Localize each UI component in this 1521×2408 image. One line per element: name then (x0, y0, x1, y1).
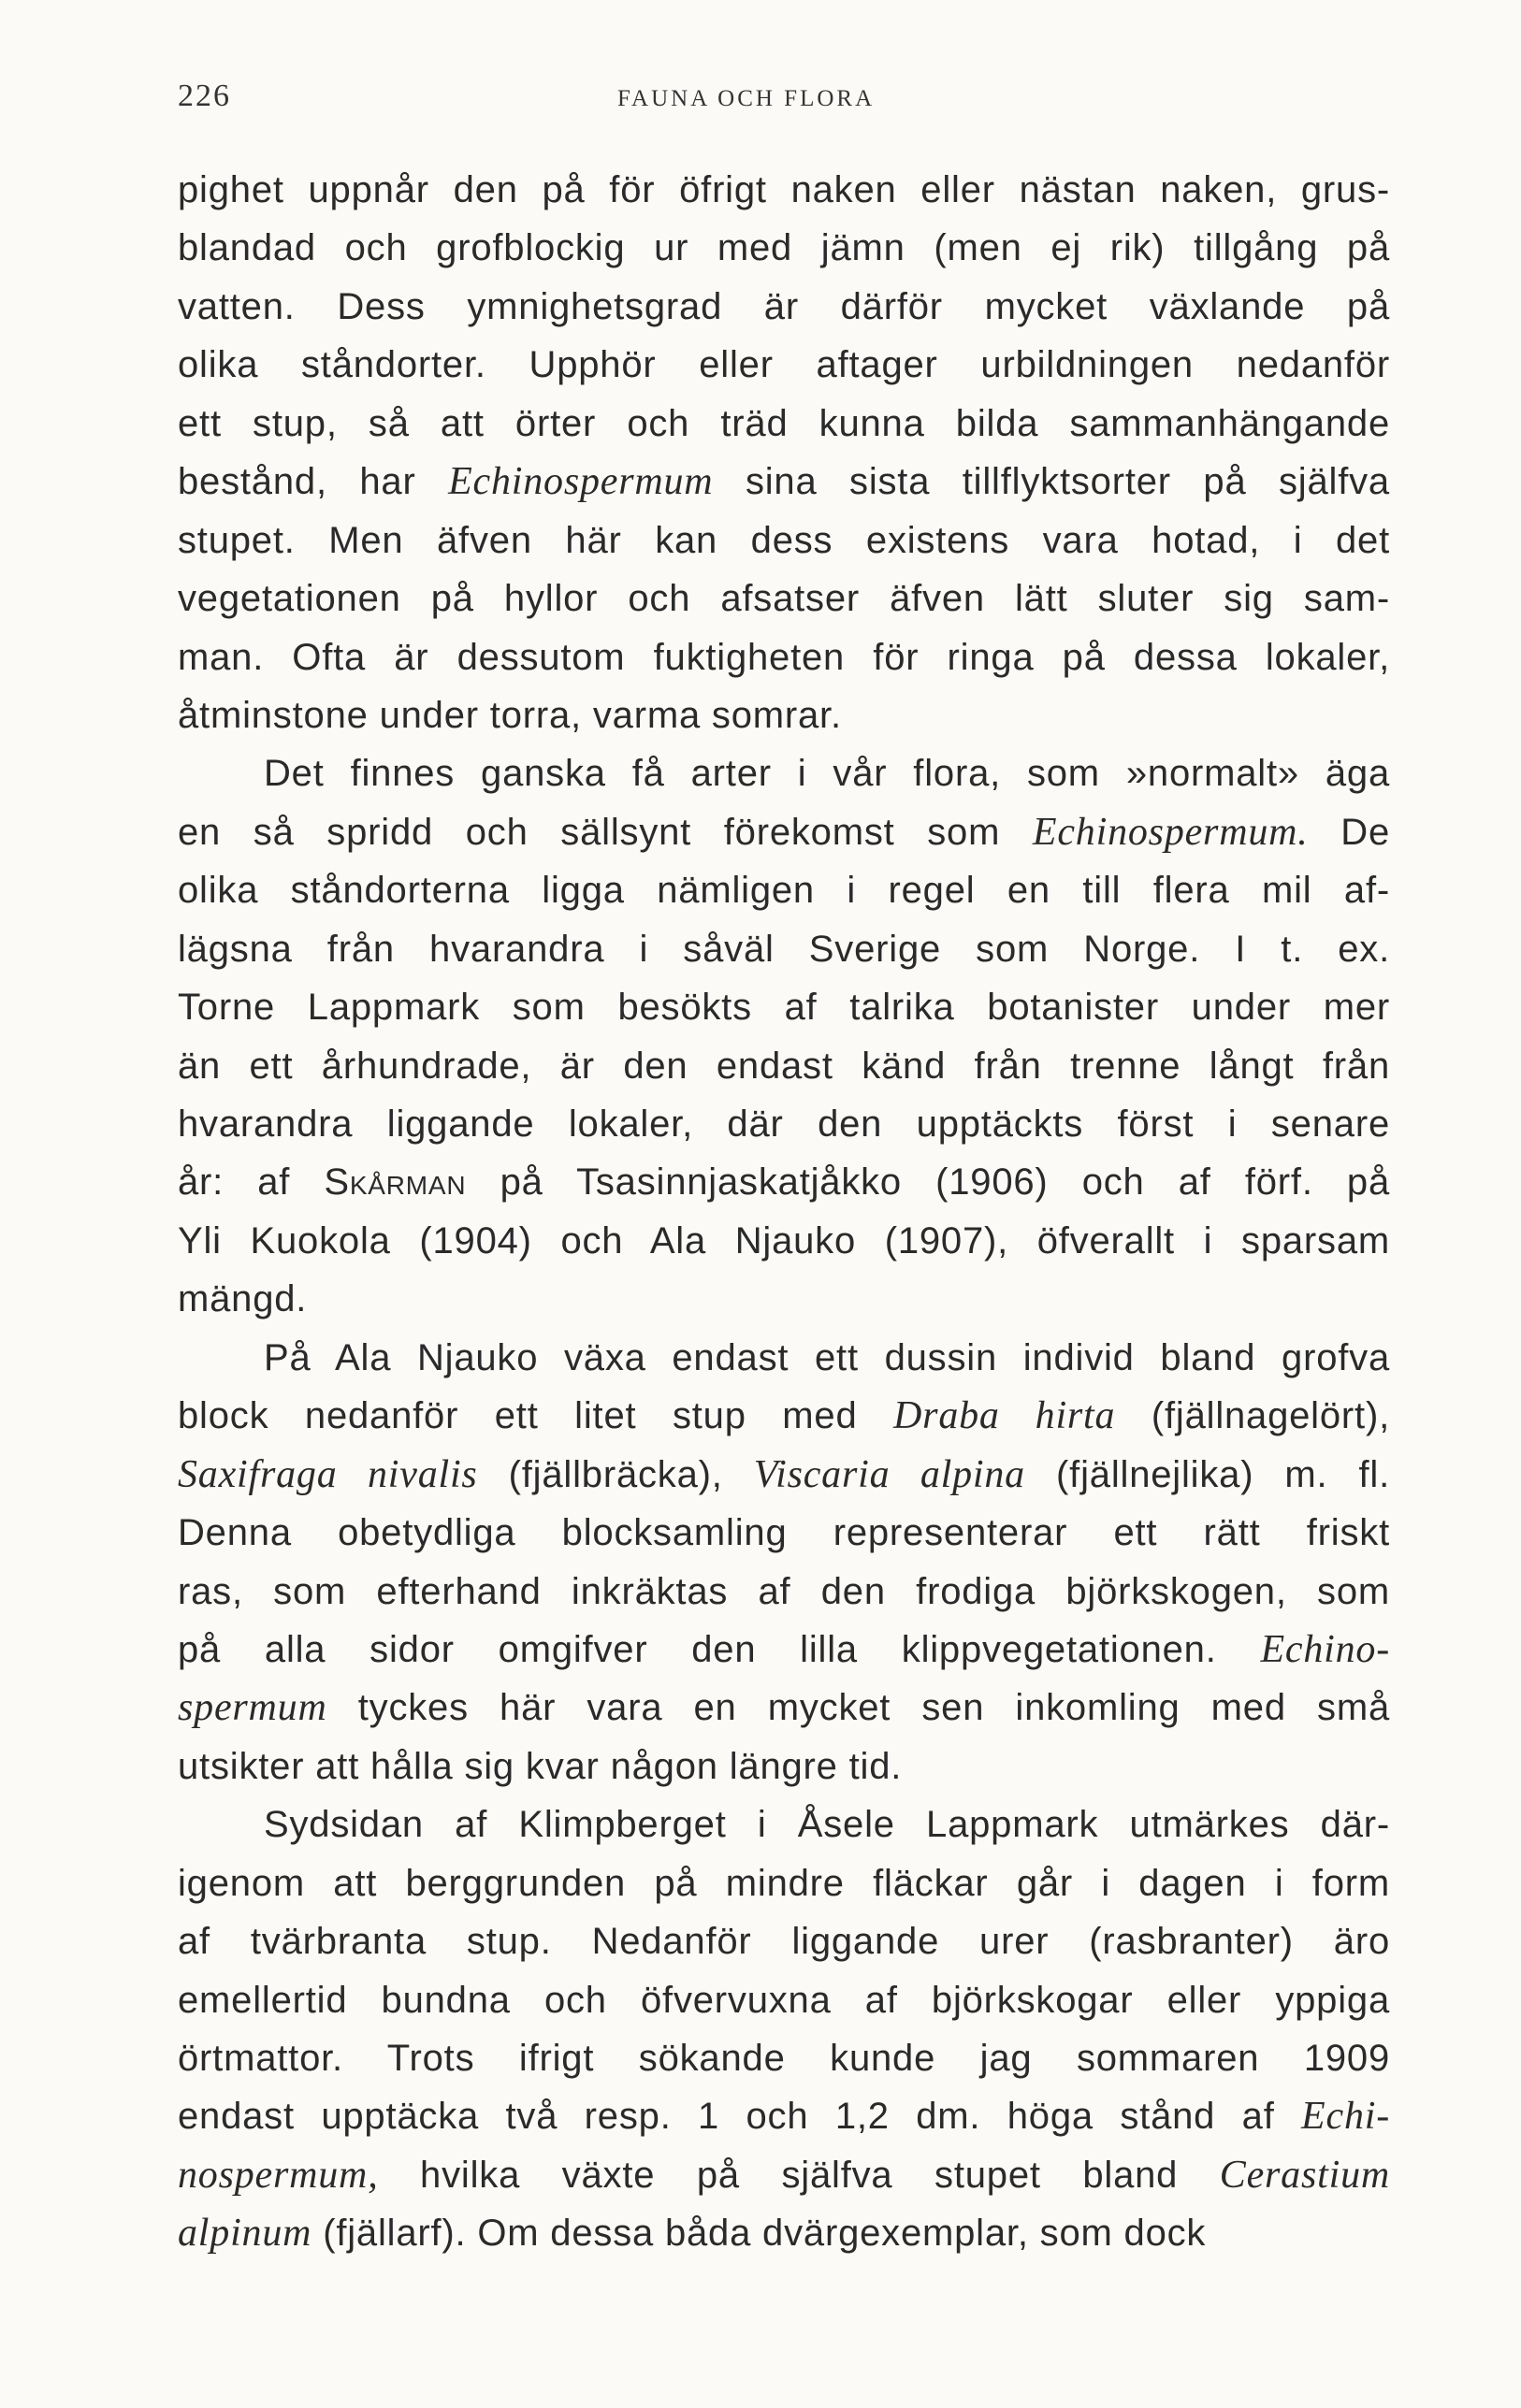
text-line (178, 453, 1390, 511)
text-segment: (fjällarf). Om dessa båda dvärgexemplar, som dock (311, 2213, 1207, 2255)
text-line (178, 628, 1390, 686)
italic-term: alpinum (178, 2212, 312, 2256)
italic-term: Echinospermum. (1032, 810, 1309, 854)
text-line (178, 2146, 1390, 2204)
text-segment: bestånd, har (178, 461, 449, 503)
italic-term: Echino- (1260, 1627, 1390, 1671)
text-line (178, 395, 1390, 453)
text-line (178, 1912, 1390, 1970)
text-segment: lägsna från hvarandra i såväl Sverige som Norge. I t. ex. (178, 928, 1390, 970)
text-line (178, 1153, 1390, 1211)
text-line (178, 1270, 1390, 1328)
text-segment: mängd. (178, 1278, 308, 1320)
text-segment: Yli Kuokola (1904) och Ala Njauko (1907), öfverallt i sparsam (178, 1219, 1390, 1262)
italic-term: spermum (178, 1686, 327, 1730)
text-line (178, 1037, 1390, 1095)
text-segment: De (1308, 811, 1390, 853)
text-segment: en så spridd och sällsynt förekomst som (178, 811, 1033, 853)
text-line (178, 803, 1390, 861)
running-head: FAUNA OCH FLORA (617, 86, 876, 111)
text-line (178, 861, 1390, 919)
text-segment: blandad och grofblockig ur med jämn (men ej rik) tillgång på (178, 227, 1390, 269)
text-segment: olika ståndorter. Upphör eller aftager urbildningen nedanför (178, 344, 1390, 386)
text-line (178, 1795, 1390, 1853)
text-line (178, 686, 1390, 744)
italic-term: Draba hirta (893, 1394, 1116, 1438)
text-segment: vegetationen på hyllor och afsatser äfven lätt sluter sig sam- (178, 578, 1390, 620)
body-text (178, 161, 1390, 2263)
text-segment: tyckes här vara en mycket sen inkomling med små (326, 1687, 1390, 1729)
text-line (178, 744, 1390, 802)
text-line (178, 1738, 1390, 1795)
text-segment: år: af (178, 1161, 325, 1204)
text-line (178, 1095, 1390, 1153)
text-line (178, 219, 1390, 277)
text-segment: ras, som efterhand inkräktas af den frodiga björkskogen, som (178, 1570, 1390, 1612)
text-segment: på Tsasinnjaskatjåkko (1906) och af förf. på (466, 1161, 1390, 1204)
text-segment: man. Ofta är dessutom fuktigheten för ringa på dessa lokaler, (178, 636, 1390, 678)
small-caps-name: Skårman (324, 1161, 467, 1204)
text-line (178, 1446, 1390, 1504)
text-segment: Denna obetydliga blocksamling representerar ett rätt friskt (178, 1512, 1390, 1554)
text-line (178, 1679, 1390, 1737)
text-line (178, 978, 1390, 1036)
text-segment: Sydsidan af Klimpberget i Åsele Lappmark utmärkes där- (264, 1804, 1390, 1846)
text-segment: (fjällnagelört), (1115, 1395, 1390, 1437)
text-segment: sina sista tillflyktsorter på själfva (713, 461, 1390, 503)
text-line (178, 1212, 1390, 1270)
text-segment: pighet uppnår den på för öfrigt naken eller nästan naken, grus- (178, 169, 1390, 210)
page-number: 226 (178, 79, 231, 113)
text-line (178, 1329, 1390, 1387)
text-segment: endast upptäcka två resp. 1 och 1,2 dm. höga stånd af (178, 2096, 1302, 2138)
text-line (178, 2029, 1390, 2087)
text-segment: af tvärbranta stup. Nedanför liggande urer (rasbranter) äro (178, 1921, 1390, 1963)
text-line (178, 920, 1390, 978)
text-line (178, 512, 1390, 570)
text-segment: stupet. Men äfven här kan dess existens vara hotad, i det (178, 519, 1390, 561)
text-line (178, 336, 1390, 394)
text-segment: igenom att berggrunden på mindre fläckar går i dagen i form (178, 1862, 1390, 1904)
text-segment: örtmattor. Trots ifrigt sökande kunde jag sommaren 1909 (178, 2038, 1390, 2079)
text-segment: åtminstone under torra, varma somrar. (178, 694, 842, 736)
italic-term: nospermum, (178, 2153, 379, 2197)
text-segment: hvarandra liggande lokaler, där den upptäckts först i senare (178, 1103, 1390, 1145)
text-line (178, 1563, 1390, 1621)
text-segment: vatten. Dess ymnighetsgrad är därför mycket växlande på (178, 285, 1390, 327)
text-segment: än ett århundrade, är den endast känd från trenne långt från (178, 1045, 1390, 1087)
text-segment: Det finnes ganska få arter i vår flora, som »normalt» äga (264, 753, 1390, 795)
text-segment: utsikter att hålla sig kvar någon längre tid. (178, 1745, 903, 1787)
text-line (178, 1854, 1390, 1912)
text-segment: (fjällbräcka), (477, 1453, 754, 1495)
text-segment: Torne Lappmark som besökts af talrika botanister under mer (178, 987, 1390, 1029)
page-header (178, 79, 1394, 125)
text-segment: (fjällnejlika) m. fl. (1024, 1453, 1391, 1495)
text-segment: ett stup, så att örter och träd kunna bilda sammanhängande (178, 402, 1390, 444)
italic-term: Echi- (1301, 2095, 1390, 2139)
text-line (178, 570, 1390, 627)
text-segment: block nedanför ett litet stup med (178, 1395, 894, 1437)
text-line (178, 1387, 1390, 1445)
text-line (178, 1621, 1390, 1679)
text-line (178, 1971, 1390, 2029)
text-line (178, 278, 1390, 336)
italic-term: Saxifraga nivalis (178, 1452, 478, 1496)
italic-term: Viscaria alpina (753, 1452, 1025, 1496)
text-segment: hvilka växte på själfva stupet bland (378, 2154, 1220, 2196)
text-line (178, 2204, 1390, 2262)
text-segment: på alla sidor omgifver den lilla klippvegetationen. (178, 1628, 1261, 1670)
text-segment: På Ala Njauko växa endast ett dussin individ bland grofva (264, 1336, 1390, 1378)
italic-term: Cerastium (1219, 2153, 1390, 2197)
text-line (178, 161, 1390, 219)
text-segment: emellertid bundna och öfvervuxna af björkskogar eller yppiga (178, 1979, 1390, 2021)
text-line (178, 2087, 1390, 2145)
italic-term: Echinospermum (448, 460, 714, 504)
text-line (178, 1504, 1390, 1562)
text-segment: olika ståndorterna ligga nämligen i regel en till flera mil af- (178, 870, 1390, 912)
